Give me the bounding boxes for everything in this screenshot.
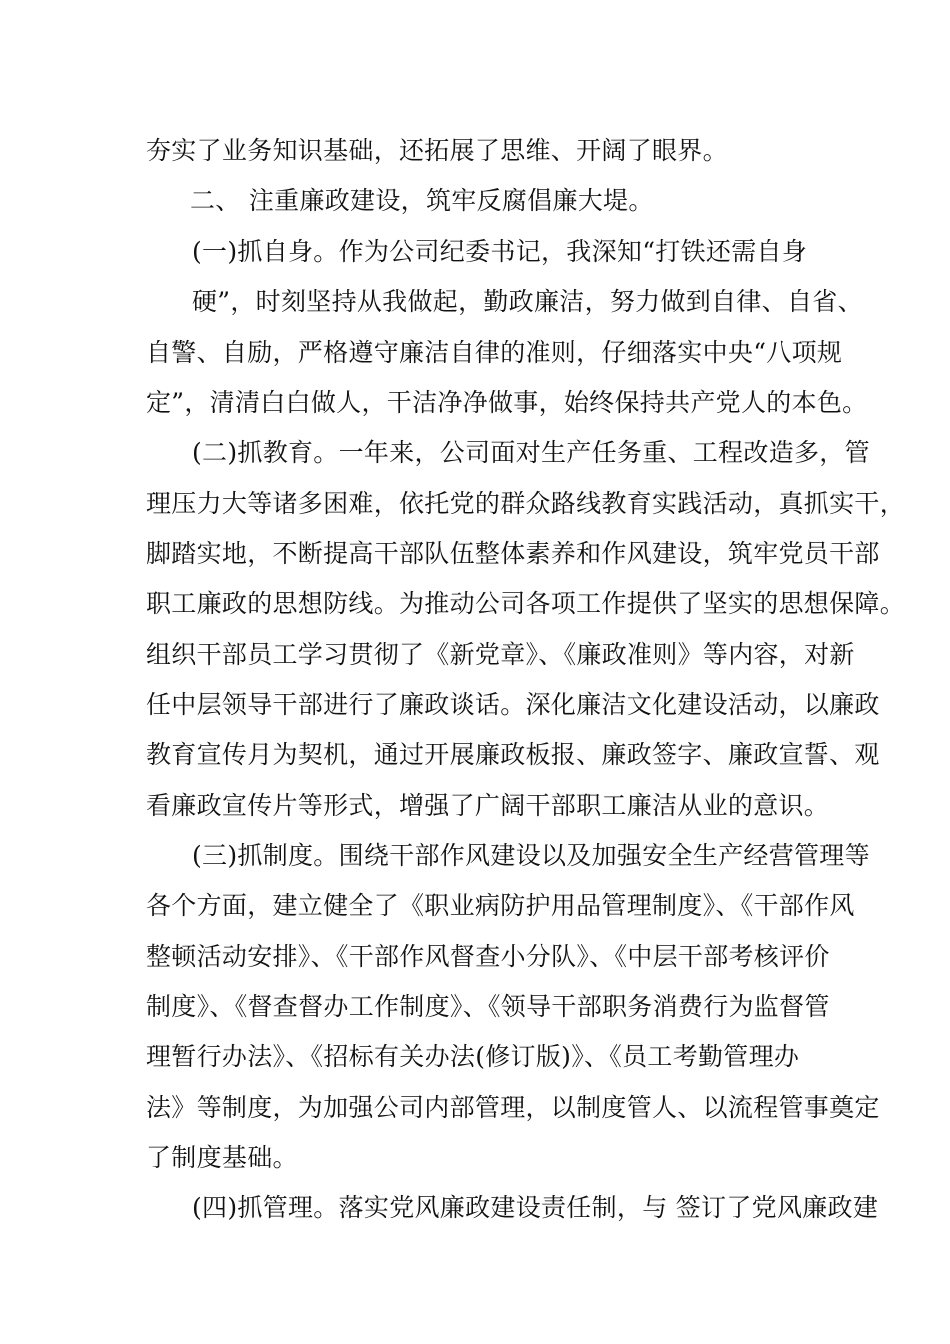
paragraph-line: 任中层领导干部进行了廉政谈话。深化廉洁文化建设活动，以廉政 bbox=[146, 690, 880, 719]
paragraph-line: 了制度基础。 bbox=[146, 1143, 298, 1172]
paragraph-line: 理暂行办法》、《招标有关办法(修订版)》、《员工考勤管理办 bbox=[146, 1042, 800, 1071]
paragraph-line: 各个方面，建立健全了《职业病防护用品管理制度》、《干部作风 bbox=[146, 891, 855, 920]
section-heading: 二、 注重廉政建设，筑牢反腐倡廉大堤。 bbox=[190, 186, 654, 215]
paragraph-line: 职工廉政的思想防线。为推动公司各项工作提供了坚实的思想保障。 bbox=[146, 589, 906, 618]
paragraph-line: 法》等制度，为加强公司内部管理，以制度管人、以流程管事奠定 bbox=[146, 1093, 880, 1122]
paragraph-line: 自警、自励，严格遵守廉洁自律的准则，仔细落实中央“八项规 bbox=[146, 338, 843, 367]
paragraph-line: (二)抓教育。一年来，公司面对生产任务重、工程改造多，管 bbox=[192, 438, 870, 467]
paragraph-line: 教育宣传月为契机，通过开展廉政板报、廉政签字、廉政宣誓、观 bbox=[146, 740, 880, 769]
paragraph-line: (一)抓自身。作为公司纪委书记，我深知“打铁还需自身 bbox=[192, 237, 808, 266]
paragraph-line: (三)抓制度。围绕干部作风建设以及加强安全生产经营管理等 bbox=[192, 841, 870, 870]
paragraph-line: 制度》、《督查督办工作制度》、《领导干部职务消费行为监督管 bbox=[146, 992, 830, 1021]
paragraph-line: (四)抓管理。落实党风廉政建设责任制，与 签订了党风廉政建 bbox=[192, 1193, 879, 1222]
paragraph-line: 整顿活动安排》、《干部作风督查小分队》、《中层干部考核评价 bbox=[146, 942, 830, 971]
paragraph-line: 理压力大等诸多困难，依托党的群众路线教育实践活动，真抓实干， bbox=[146, 489, 906, 518]
paragraph-line: 组织干部员工学习贯彻了《新党章》、《廉政准则》等内容，对新 bbox=[146, 640, 855, 669]
paragraph-line: 脚踏实地，不断提高干部队伍整体素养和作风建设，筑牢党员干部 bbox=[146, 539, 880, 568]
paragraph-line: 定”，清清白白做人，干洁净净做事，始终保持共产党人的本色。 bbox=[146, 388, 868, 417]
paragraph-line: 夯实了业务知识基础，还拓展了思维、开阔了眼界。 bbox=[146, 136, 728, 165]
paragraph-line: 硬”，时刻坚持从我做起，勤政廉洁，努力做到自律、自省、 bbox=[192, 287, 863, 316]
paragraph-line: 看廉政宣传片等形式，增强了广阔干部职工廉洁从业的意识。 bbox=[146, 791, 830, 820]
